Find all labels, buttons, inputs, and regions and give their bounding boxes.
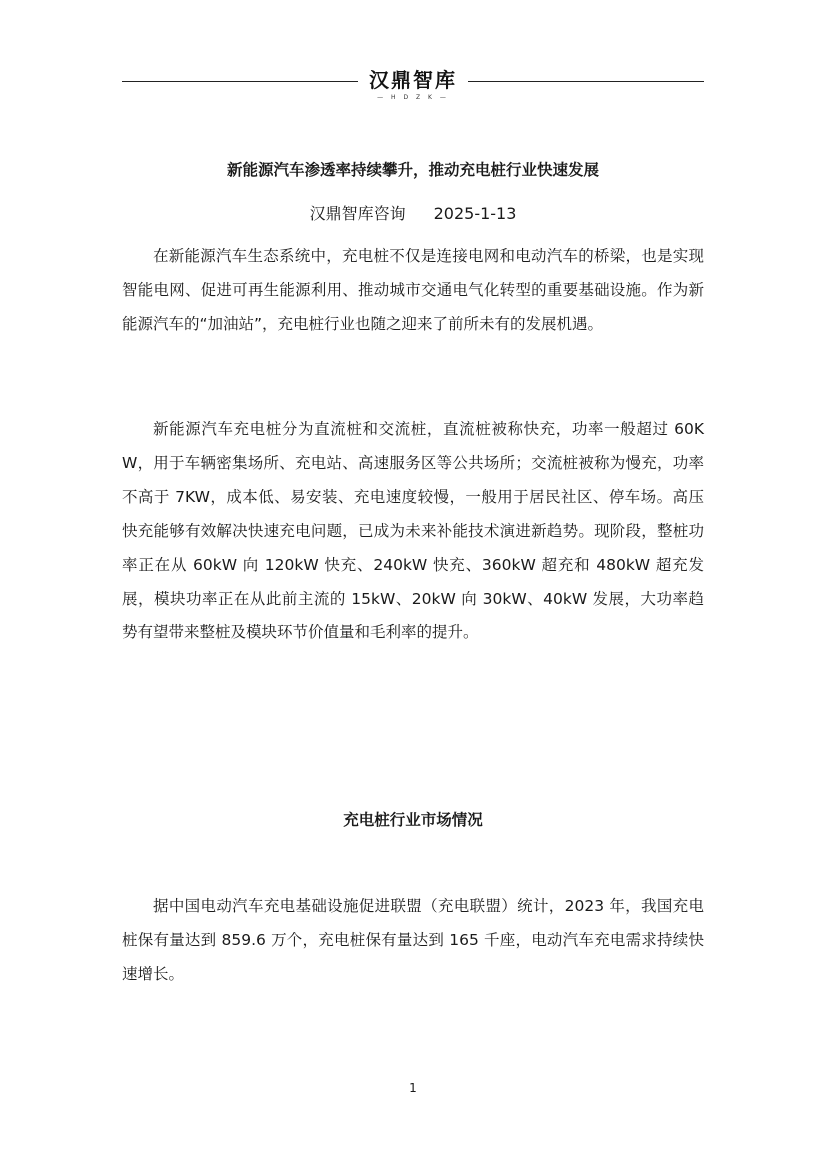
section-heading: 充电桩行业市场情况 [343, 811, 483, 829]
brand-logo-subtext: — H D Z K — [377, 94, 449, 101]
brand-logo-text: 汉鼎智库 [369, 68, 457, 92]
brand-logo [360, 66, 466, 102]
article-byline [122, 202, 704, 226]
article-author: 汉鼎智库咨询 [309, 204, 406, 223]
page-header [122, 66, 704, 102]
section-paragraph-1: 据中国电动汽车充电基础设施促进联盟（充电联盟）统计，2023 年，我国充电桩保有量达到 859.6 万个，充电桩保有量达到 165 千座，电动汽车充电需求持续快速增长。 [122, 897, 704, 983]
article-title: 新能源汽车渗透率持续攀升，推动充电桩行业快速发展 [226, 161, 599, 179]
article-date: 2025-1-13 [433, 204, 517, 223]
intro-paragraph-1: 在新能源汽车生态系统中，充电桩不仅是连接电网和电动汽车的桥梁，也是实现智能电网、促进可再生能源利用、推动城市交通电气化转型的重要基础设施。作为新能源汽车的“加油站”，充电桩行业也随之迎来了前所未有的发展机遇。 [122, 247, 704, 333]
page-number: 1 [409, 1081, 417, 1095]
header-rule-right [468, 81, 704, 82]
intro-paragraph-2: 新能源汽车充电桩分为直流桩和交流桩，直流桩被称快充，功率一般超过 60KW，用于车辆密集场所、充电站、高速服务区等公共场所；交流桩被称为慢充，功率不高于 7KW，成本低、易安装、充电速度较慢，一般用于居民社区、停车场。高压快充能够有效解决快速充电问题，已成为未来补能技术演进新趋势。现阶段，整桩功率正在从 60kW 向 120kW 快充、240kW 快充、360kW 超充和 480kW 超充发展，模块功率正在从此前主流的 15kW、20kW 向 30kW、40kW 发展，大功率趋势有望带来整桩及模块环节价值量和毛利率的提升。 [122, 420, 704, 642]
header-rule-left [122, 81, 358, 82]
